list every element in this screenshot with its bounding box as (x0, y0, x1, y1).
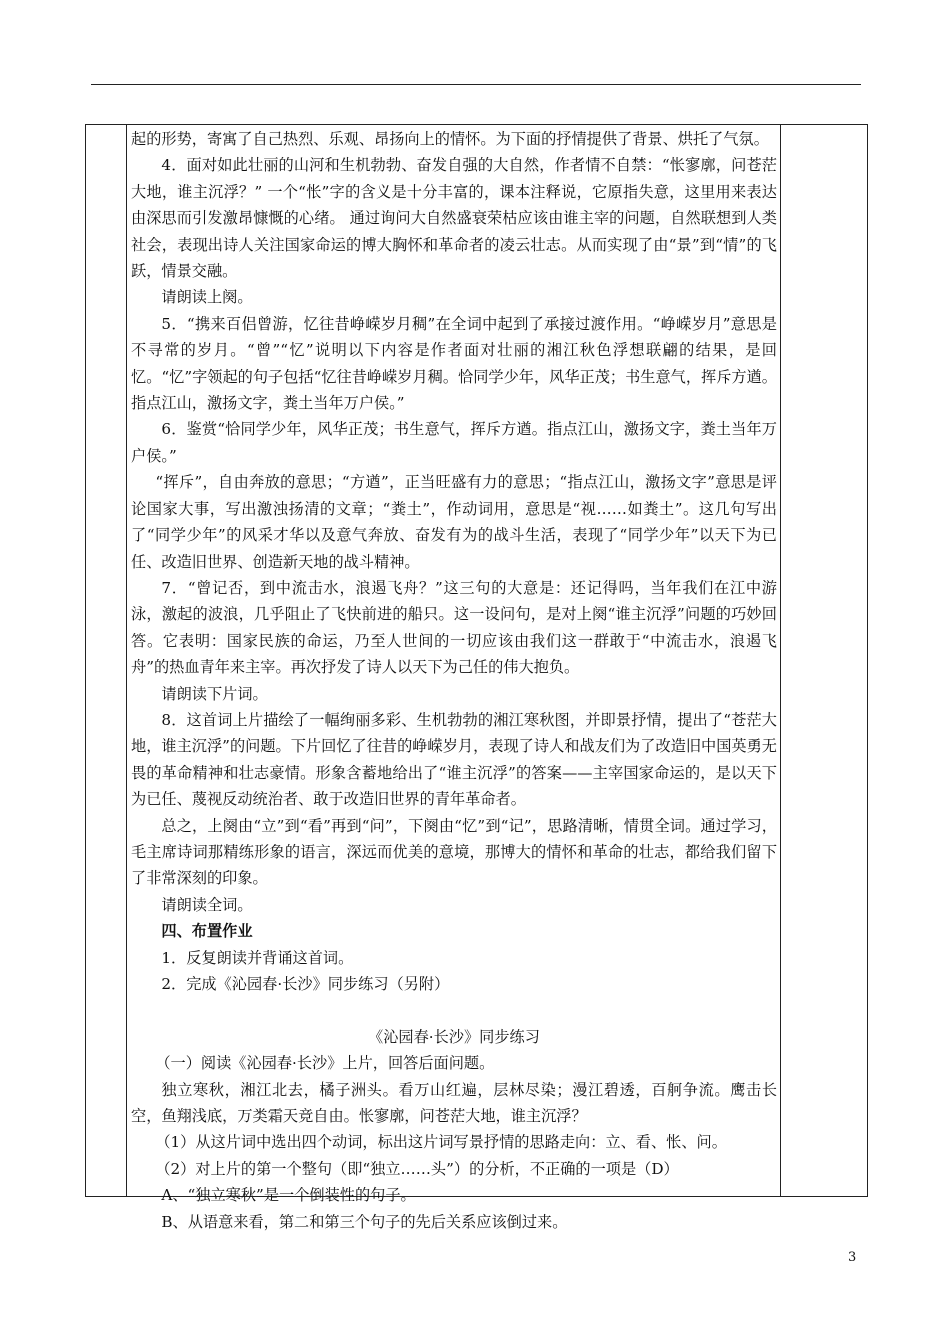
paragraph: 起的形势，寄寓了自己热烈、乐观、昂扬向上的情怀。为下面的抒情提供了背景、烘托了气氛。 (131, 130, 769, 148)
exercise-poem: 独立寒秋，湘江北去，橘子洲头。看万山红遍，层林尽染；漫江碧透，百舸争流。鹰击长空，鱼翔浅底，万类霜天竞自由。怅寥廓，问苍茫大地，谁主沉浮？ (131, 1080, 777, 1126)
homework-heading: 四、布置作业 (161, 922, 253, 941)
table-column-divider-right (780, 125, 781, 1196)
paragraph: 4．面对如此壮丽的山河和生机勃勃、奋发自强的大自然，作者情不自禁：“怅寥廓，问苍茫大地，谁主沉浮？” 一个“怅”字的含义是十分丰富的，课本注释说，它原指失意，这里用来表达由深思而引发激昂慷慨的心绪。 通过询问大自然盛衰荣枯应该由谁主宰的问题，自然联想到人类社会，表现出诗人关注国家命运的博大胸怀和革命者的凌云壮志。从而实现了由“景”到“情”的飞跃，情景交融。 (131, 156, 777, 281)
paragraph: “挥斥”，自由奔放的意思；“方遒”，正当旺盛有力的意思；“指点江山，激扬文字”意思是评论国家大事，写出激浊扬清的文章；“粪土”，作动词用，意思是“视……如粪土”。这几句写出了“同学少年”的风采才华以及意气奔放、奋发有为的战斗生活，表现了“同学少年”以天下为已任、改造旧世界、创造新天地的战斗精神。 (131, 473, 777, 571)
paragraph: 请朗读全词。 (161, 895, 253, 914)
paragraph: 7．“曾记否，到中流击水，浪遏飞舟？”这三句的大意是：还记得吗，当年我们在江中游泳，激起的波浪，几乎阻止了飞快前进的船只。这一设问句，是对上阕“谁主沉浮”问题的巧妙回答。它表明：国家民族的命运，乃至人世间的一切应该由我们这一群敢于“中流击水，浪遏飞舟”的热血青年来主宰。再次抒发了诗人以天下为己任的伟大抱负。 (131, 578, 777, 677)
paragraph: 5．“携来百侣曾游，忆往昔峥嵘岁月稠”在全词中起到了承接过渡作用。“峥嵘岁月”意思是不寻常的岁月。“曾”“忆”说明以下内容是作者面对壮丽的湘江秋色浮想联翩的结果，是回忆。“忆”字领起的句子包括“忆往昔峥嵘岁月稠。恰同学少年，风华正茂；书生意气，挥斥方遒。指点江山，激扬文字，粪土当年万户侯。” (131, 314, 777, 413)
table-column-divider-left (126, 125, 127, 1196)
homework-item: 1．反复朗读并背诵这首词。 (161, 948, 354, 967)
lesson-content (131, 126, 777, 1231)
header-rule (91, 84, 861, 85)
exercise-title: 《沁园春·长沙》同步练习 (368, 1027, 540, 1046)
paragraph: 请朗读下片词。 (161, 684, 268, 703)
exercise-question: （2）对上片的第一个整句（即“独立……头”）的分析，不正确的一项是（D） (155, 1159, 679, 1178)
homework-item: 2．完成《沁园春·长沙》同步练习（另附） (161, 975, 450, 993)
page-number: 3 (848, 1250, 857, 1265)
exercise-question: （1）从这片词中选出四个动词，标出这片词写景抒情的思路走向：立、看、怅、问。 (155, 1133, 727, 1152)
paragraph: 6．鉴赏“恰同学少年，风华正茂；书生意气，挥斥方遒。指点江山，激扬文字，粪土当年万户侯。” (131, 420, 777, 465)
exercise-option: B、从语意来看，第二和第三个句子的先后关系应该倒过来。 (161, 1212, 568, 1231)
paragraph: 请朗读上阕。 (161, 288, 253, 307)
exercise-option: A、“独立寒秋”是一个倒装性的句子。 (161, 1186, 416, 1205)
paragraph: 8．这首词上片描绘了一幅绚丽多彩、生机勃勃的湘江寒秋图，并即景抒情，提出了“苍茫大地，谁主沉浮”的问题。下片回忆了往昔的峥嵘岁月，表现了诗人和战友们为了改造旧中国英勇无畏的革命精神和壮志豪情。形象含蓄地给出了“谁主沉浮”的答案——主宰国家命运的，是以天下为已任、蔑视反动统治者、敢于改造旧世界的青年革命者。 (131, 710, 777, 809)
paragraph: 总之，上阕由“立”到“看”再到“问”，下阕由“忆”到“记”，思路清晰，情贯全词。通过学习，毛主席诗词那精练形象的语言，深远而优美的意境，那博大的情怀和革命的壮志，都给我们留下了非常深刻的印象。 (131, 816, 777, 888)
spacer (131, 997, 777, 1023)
exercise-intro: （一）阅读《沁园春·长沙》上片，回答后面问题。 (155, 1054, 495, 1073)
